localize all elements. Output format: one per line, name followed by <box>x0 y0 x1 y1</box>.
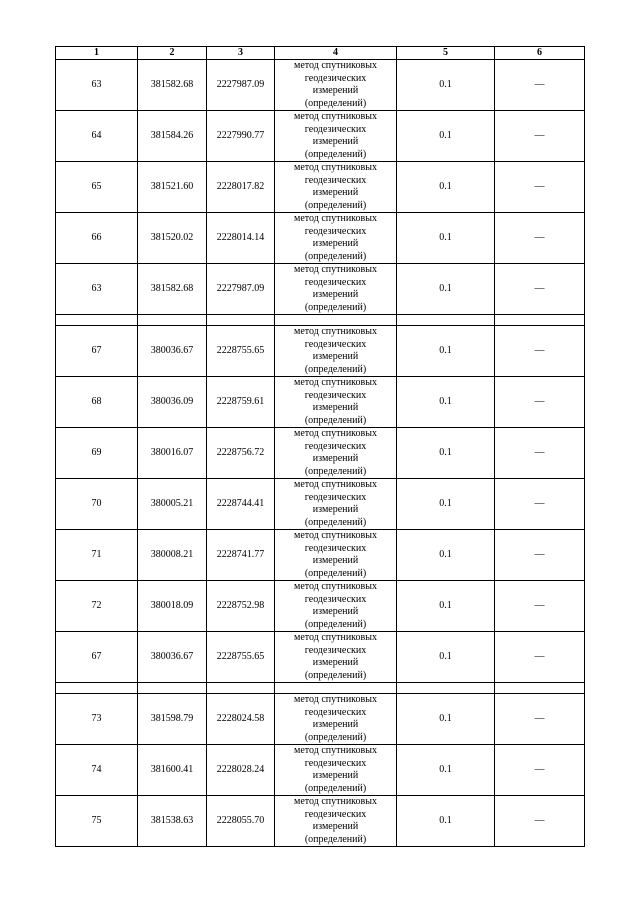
table-row <box>56 377 585 428</box>
method-text-line: измерений <box>312 238 359 249</box>
table-row <box>56 530 585 581</box>
method-text-line: (определений) <box>304 250 367 262</box>
y-coordinate-cell: 2228752.98 <box>207 581 275 632</box>
method-text-line: (определений) <box>304 301 367 313</box>
note-cell: — <box>495 377 585 428</box>
method-text-line: измерений <box>312 402 359 413</box>
x-coordinate-cell: 380036.67 <box>138 632 207 683</box>
method-text-line: геодезических <box>304 225 367 237</box>
empty-cell <box>56 683 138 694</box>
empty-cell <box>397 683 495 694</box>
note-cell: — <box>495 745 585 796</box>
accuracy-cell: 0.1 <box>397 479 495 530</box>
method-cell <box>275 581 397 632</box>
method-text-line: (определений) <box>304 465 367 477</box>
method-text-line: метод спутниковых <box>294 377 377 388</box>
point-number-cell: 67 <box>56 326 138 377</box>
method-text-line: метод спутниковых <box>294 796 377 807</box>
accuracy-cell: 0.1 <box>397 581 495 632</box>
method-text-line: метод спутниковых <box>294 530 377 541</box>
method-text-line: (определений) <box>304 199 367 211</box>
point-number-cell: 75 <box>56 796 138 847</box>
table-row <box>56 479 585 530</box>
table-row <box>56 60 585 111</box>
table-row <box>56 581 585 632</box>
method-text-line: метод спутниковых <box>294 111 377 122</box>
method-text-line: геодезических <box>304 389 367 401</box>
method-text-line: измерений <box>312 821 359 832</box>
method-text-line: метод спутниковых <box>294 213 377 224</box>
coordinates-table <box>55 46 585 847</box>
note-cell: — <box>495 264 585 315</box>
method-text-line: измерений <box>312 453 359 464</box>
point-number-cell: 64 <box>56 111 138 162</box>
method-text-line: метод спутниковых <box>294 60 377 71</box>
method-text-line: геодезических <box>304 174 367 186</box>
method-text-line: геодезических <box>304 808 367 820</box>
y-coordinate-cell: 2228024.58 <box>207 694 275 745</box>
table-row <box>56 796 585 847</box>
note-cell: — <box>495 428 585 479</box>
y-coordinate-cell: 2228755.65 <box>207 632 275 683</box>
x-coordinate-cell: 381582.68 <box>138 60 207 111</box>
x-coordinate-cell: 381521.60 <box>138 162 207 213</box>
method-text-line: метод спутниковых <box>294 162 377 173</box>
accuracy-cell: 0.1 <box>397 530 495 581</box>
point-number-cell: 69 <box>56 428 138 479</box>
y-coordinate-cell: 2228744.41 <box>207 479 275 530</box>
point-number-cell: 71 <box>56 530 138 581</box>
method-cell <box>275 326 397 377</box>
y-coordinate-cell: 2228014.14 <box>207 213 275 264</box>
method-text-line: измерений <box>312 85 359 96</box>
method-cell <box>275 60 397 111</box>
method-text-line: метод спутниковых <box>294 581 377 592</box>
accuracy-cell: 0.1 <box>397 694 495 745</box>
method-text-line: метод спутниковых <box>294 264 377 275</box>
note-cell: — <box>495 111 585 162</box>
empty-cell <box>495 683 585 694</box>
table-row <box>56 745 585 796</box>
x-coordinate-cell: 381598.79 <box>138 694 207 745</box>
method-cell <box>275 111 397 162</box>
spacer-row <box>56 683 585 694</box>
empty-cell <box>56 315 138 326</box>
method-text-line: метод спутниковых <box>294 745 377 756</box>
method-text-line: (определений) <box>304 516 367 528</box>
empty-cell <box>138 315 207 326</box>
y-coordinate-cell: 2228741.77 <box>207 530 275 581</box>
y-coordinate-cell: 2227987.09 <box>207 60 275 111</box>
accuracy-cell: 0.1 <box>397 632 495 683</box>
note-cell: — <box>495 479 585 530</box>
method-text-line: измерений <box>312 770 359 781</box>
point-number-cell: 72 <box>56 581 138 632</box>
method-text-line: измерений <box>312 555 359 566</box>
point-number-cell: 74 <box>56 745 138 796</box>
spacer-row <box>56 315 585 326</box>
method-text-line: (определений) <box>304 669 367 681</box>
note-cell: — <box>495 530 585 581</box>
accuracy-cell: 0.1 <box>397 428 495 479</box>
method-cell <box>275 162 397 213</box>
point-number-cell: 67 <box>56 632 138 683</box>
accuracy-cell: 0.1 <box>397 162 495 213</box>
x-coordinate-cell: 381582.68 <box>138 264 207 315</box>
empty-cell <box>138 683 207 694</box>
x-coordinate-cell: 381520.02 <box>138 213 207 264</box>
method-cell <box>275 479 397 530</box>
method-text-line: измерений <box>312 136 359 147</box>
empty-cell <box>207 315 275 326</box>
method-text-line: (определений) <box>304 567 367 579</box>
point-number-cell: 70 <box>56 479 138 530</box>
y-coordinate-cell: 2228755.65 <box>207 326 275 377</box>
empty-cell <box>207 683 275 694</box>
accuracy-cell: 0.1 <box>397 60 495 111</box>
method-text-line: (определений) <box>304 148 367 160</box>
accuracy-cell: 0.1 <box>397 796 495 847</box>
point-number-cell: 68 <box>56 377 138 428</box>
note-cell: — <box>495 796 585 847</box>
y-coordinate-cell: 2227990.77 <box>207 111 275 162</box>
table-row <box>56 264 585 315</box>
method-text-line: (определений) <box>304 363 367 375</box>
point-number-cell: 63 <box>56 60 138 111</box>
empty-cell <box>397 315 495 326</box>
table-body <box>56 60 585 847</box>
accuracy-cell: 0.1 <box>397 264 495 315</box>
note-cell: — <box>495 326 585 377</box>
method-text-line: (определений) <box>304 731 367 743</box>
table-row <box>56 428 585 479</box>
method-text-line: геодезических <box>304 338 367 350</box>
y-coordinate-cell: 2228756.72 <box>207 428 275 479</box>
method-text-line: измерений <box>312 606 359 617</box>
method-cell <box>275 213 397 264</box>
x-coordinate-cell: 380008.21 <box>138 530 207 581</box>
x-coordinate-cell: 381538.63 <box>138 796 207 847</box>
accuracy-cell: 0.1 <box>397 111 495 162</box>
method-text-line: геодезических <box>304 593 367 605</box>
y-coordinate-cell: 2227987.09 <box>207 264 275 315</box>
table-row <box>56 694 585 745</box>
x-coordinate-cell: 380036.67 <box>138 326 207 377</box>
note-cell: — <box>495 632 585 683</box>
method-text-line: метод спутниковых <box>294 479 377 490</box>
method-cell <box>275 377 397 428</box>
point-number-cell: 73 <box>56 694 138 745</box>
y-coordinate-cell: 2228759.61 <box>207 377 275 428</box>
method-text-line: (определений) <box>304 618 367 630</box>
method-text-line: измерений <box>312 719 359 730</box>
column-header: 2 <box>138 47 207 60</box>
method-text-line: геодезических <box>304 440 367 452</box>
method-text-line: метод спутниковых <box>294 326 377 337</box>
method-cell <box>275 745 397 796</box>
method-text-line: геодезических <box>304 491 367 503</box>
method-text-line: геодезических <box>304 644 367 656</box>
method-text-line: геодезических <box>304 706 367 718</box>
method-text-line: (определений) <box>304 782 367 794</box>
method-text-line: геодезических <box>304 72 367 84</box>
note-cell: — <box>495 162 585 213</box>
x-coordinate-cell: 380016.07 <box>138 428 207 479</box>
method-text-line: измерений <box>312 351 359 362</box>
note-cell: — <box>495 581 585 632</box>
column-header: 5 <box>397 47 495 60</box>
method-text-line: измерений <box>312 187 359 198</box>
empty-cell <box>275 315 397 326</box>
y-coordinate-cell: 2228017.82 <box>207 162 275 213</box>
accuracy-cell: 0.1 <box>397 213 495 264</box>
table-row <box>56 632 585 683</box>
method-cell <box>275 428 397 479</box>
accuracy-cell: 0.1 <box>397 377 495 428</box>
note-cell: — <box>495 60 585 111</box>
y-coordinate-cell: 2228028.24 <box>207 745 275 796</box>
method-cell <box>275 530 397 581</box>
header-row <box>56 47 585 60</box>
method-cell <box>275 796 397 847</box>
accuracy-cell: 0.1 <box>397 326 495 377</box>
method-text-line: геодезических <box>304 123 367 135</box>
method-text-line: измерений <box>312 504 359 515</box>
x-coordinate-cell: 380018.09 <box>138 581 207 632</box>
method-text-line: (определений) <box>304 97 367 109</box>
table-row <box>56 162 585 213</box>
empty-cell <box>495 315 585 326</box>
method-text-line: метод спутниковых <box>294 694 377 705</box>
point-number-cell: 65 <box>56 162 138 213</box>
x-coordinate-cell: 380005.21 <box>138 479 207 530</box>
method-text-line: измерений <box>312 657 359 668</box>
method-cell <box>275 694 397 745</box>
method-text-line: метод спутниковых <box>294 632 377 643</box>
method-text-line: метод спутниковых <box>294 428 377 439</box>
column-header: 1 <box>56 47 138 60</box>
method-text-line: (определений) <box>304 414 367 426</box>
table-row <box>56 326 585 377</box>
accuracy-cell: 0.1 <box>397 745 495 796</box>
column-header: 6 <box>495 47 585 60</box>
note-cell: — <box>495 213 585 264</box>
y-coordinate-cell: 2228055.70 <box>207 796 275 847</box>
method-text-line: измерений <box>312 289 359 300</box>
column-header: 4 <box>275 47 397 60</box>
point-number-cell: 63 <box>56 264 138 315</box>
method-cell <box>275 264 397 315</box>
column-header: 3 <box>207 47 275 60</box>
method-text-line: геодезических <box>304 757 367 769</box>
note-cell: — <box>495 694 585 745</box>
x-coordinate-cell: 380036.09 <box>138 377 207 428</box>
empty-cell <box>275 683 397 694</box>
method-text-line: (определений) <box>304 833 367 845</box>
table-row <box>56 213 585 264</box>
point-number-cell: 66 <box>56 213 138 264</box>
table-row <box>56 111 585 162</box>
method-text-line: геодезических <box>304 542 367 554</box>
method-text-line: геодезических <box>304 276 367 288</box>
method-cell <box>275 632 397 683</box>
x-coordinate-cell: 381584.26 <box>138 111 207 162</box>
x-coordinate-cell: 381600.41 <box>138 745 207 796</box>
